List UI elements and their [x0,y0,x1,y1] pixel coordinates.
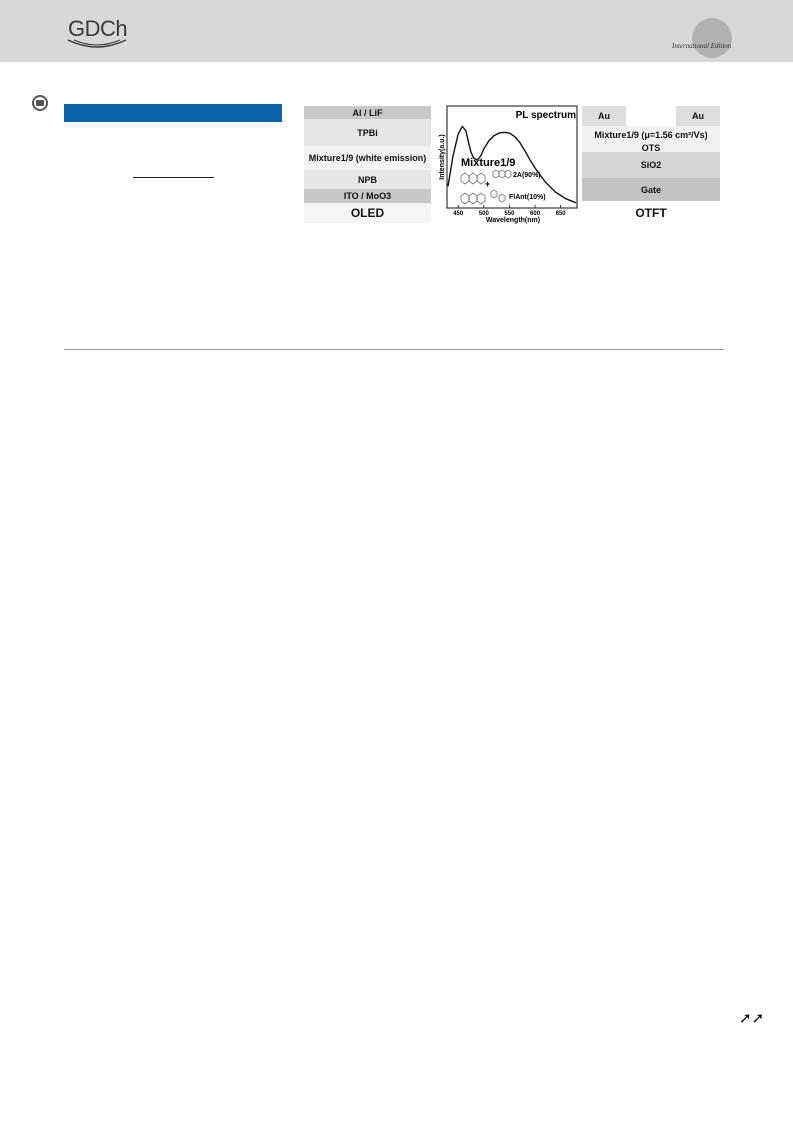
oled-layer-ito-moo3 [304,189,431,203]
otft-device-stack [582,104,720,224]
toc-graphic [304,104,720,224]
section-divider [64,349,724,350]
section-heading-bar [64,104,282,122]
oled-layer-al-lif: Al / LiF [304,106,431,119]
short-rule-divider [133,177,214,178]
otft-sio2-layer [582,152,720,178]
oled-layer-tpbi: TPBi [304,119,431,146]
x-tick-label: 600 [530,211,541,217]
x-tick-label: 550 [504,211,515,217]
oled-layer-emissive: Mixture1/9 (white emission) [304,146,431,170]
otft-channel-layer: Mixture1/9 (μ=1.56 cm²/Vs) [582,126,720,143]
edition-circle-icon [692,18,732,58]
next-page-arrows-icon[interactable]: ➚➚ [739,1010,765,1027]
x-tick-label: 450 [453,211,464,217]
pl-spectrum-panel [435,104,579,224]
oled-caption: OLED [350,206,385,220]
otft-caption: OTFT [635,206,667,220]
spectrum-title: PL spectrum [515,110,576,121]
component-a-label: 2A(90%) [513,172,541,179]
pl-spectrum-svg [435,104,579,224]
x-tick-label: 500 [478,211,489,217]
logo-arc-icon [66,38,128,52]
edition-label: International Edition [672,42,732,50]
otft-ots-layer: OTS [582,143,720,152]
plus-sign: + [485,179,491,189]
x-tick-label: 650 [555,211,566,217]
logo-text: GDCh [68,16,128,41]
x-axis-label: Wavelength(nm) [485,217,541,224]
component-b-label: FlAnt(10%) [509,194,546,201]
toc-computer-icon[interactable] [32,95,48,111]
otft-sio2-label: SiO2 [640,160,662,170]
oled-layer-npb: NPB [304,170,431,189]
otft-gate-layer: Gate [582,178,720,201]
spectrum-mixture-label: Mixture1/9 [461,157,516,169]
otft-electrode-right: Au [676,106,720,126]
oled-layer-ito-moo3-label: ITO / MoO3 [343,191,392,201]
otft-electrode-left: Au [582,106,626,126]
y-axis-label: Intensity(a.u.) [439,134,446,180]
